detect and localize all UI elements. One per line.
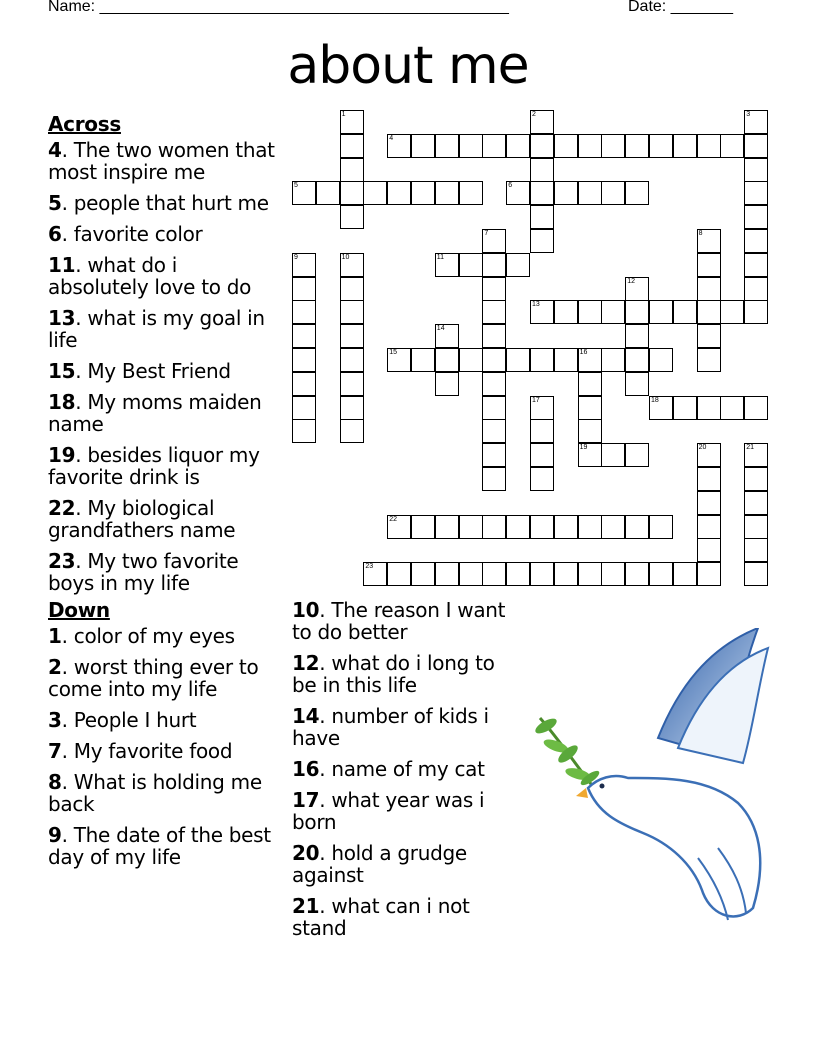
crossword-cell[interactable]	[482, 300, 506, 324]
cell-number: 5	[294, 182, 298, 190]
crossword-cell[interactable]	[530, 396, 554, 420]
crossword-cell[interactable]	[435, 253, 459, 277]
crossword-cell[interactable]	[363, 181, 387, 205]
crossword-cell[interactable]	[578, 443, 602, 467]
clue-text: The date of the best day of my life	[48, 823, 271, 869]
clue-number: 20	[292, 841, 320, 865]
clue-item: 1. color of my eyes	[48, 624, 235, 648]
cell-number: 22	[389, 515, 397, 523]
date-field-label: Date: _______	[628, 0, 733, 15]
crossword-cell[interactable]	[744, 134, 768, 158]
crossword-cell[interactable]	[697, 396, 721, 420]
crossword-cell[interactable]	[482, 396, 506, 420]
crossword-cell[interactable]	[697, 134, 721, 158]
clue-item: 4. The two women that most inspire me	[48, 138, 275, 184]
crossword-cell[interactable]	[720, 134, 744, 158]
clue-item: 11. what do i absolutely love to do	[48, 253, 252, 299]
crossword-cell[interactable]	[578, 348, 602, 372]
crossword-cell[interactable]	[387, 562, 411, 586]
crossword-cell[interactable]	[601, 443, 625, 467]
clue-text: The two women that most inspire me	[48, 138, 275, 184]
crossword-cell[interactable]	[625, 300, 649, 324]
clue-text: favorite color	[67, 222, 203, 246]
crossword-cell[interactable]	[459, 181, 483, 205]
crossword-cell[interactable]	[530, 134, 554, 158]
crossword-cell[interactable]	[340, 372, 364, 396]
crossword-cell[interactable]	[292, 181, 316, 205]
crossword-cell[interactable]	[292, 419, 316, 443]
clue-text: what do i long to be in this life	[292, 651, 495, 697]
cell-number: 16	[579, 349, 588, 356]
crossword-cell[interactable]	[697, 538, 721, 562]
cell-number: 1	[341, 111, 346, 118]
crossword-cell[interactable]	[435, 515, 459, 539]
crossword-cell[interactable]	[649, 134, 673, 158]
crossword-cell[interactable]	[482, 348, 506, 372]
page-title: about me	[287, 36, 529, 96]
clue-item: 5. people that hurt me	[48, 191, 269, 215]
crossword-cell[interactable]	[530, 110, 554, 134]
cell-number: 4	[389, 134, 394, 142]
crossword-cell[interactable]	[649, 396, 673, 420]
clue-number: 19	[48, 443, 76, 467]
crossword-cell[interactable]	[625, 372, 649, 396]
crossword-cell[interactable]	[482, 277, 506, 301]
cell-number: 3	[746, 111, 751, 118]
crossword-cell[interactable]	[482, 134, 506, 158]
clue-number: 2	[48, 655, 62, 679]
crossword-cell[interactable]	[578, 562, 602, 586]
crossword-cell[interactable]	[459, 348, 483, 372]
cell-number: 21	[746, 444, 754, 452]
clue-item: 6. favorite color	[48, 222, 203, 246]
crossword-cell[interactable]	[506, 515, 530, 539]
crossword-cell[interactable]	[744, 396, 768, 420]
crossword-cell[interactable]	[578, 515, 602, 539]
cell-number: 18	[651, 396, 659, 404]
crossword-cell[interactable]	[530, 158, 554, 182]
cell-number: 10	[341, 253, 350, 261]
crossword-cell[interactable]	[744, 562, 768, 586]
crossword-cell[interactable]	[340, 181, 364, 205]
clue-item: 19. besides liquor my favorite drink is	[48, 443, 260, 489]
clue-item: 13. what is my goal in life	[48, 306, 265, 352]
crossword-cell[interactable]	[601, 515, 625, 539]
clue-text: color of my eyes	[67, 624, 235, 648]
crossword-cell[interactable]	[435, 324, 459, 348]
crossword-cell[interactable]	[554, 348, 578, 372]
crossword-cell[interactable]	[625, 515, 649, 539]
crossword-cell[interactable]	[506, 348, 530, 372]
cell-number: 23	[365, 563, 374, 571]
crossword-cell[interactable]	[625, 324, 649, 348]
clue-number: 10	[292, 598, 320, 622]
crossword-cell[interactable]	[459, 253, 483, 277]
crossword-cell[interactable]	[340, 324, 364, 348]
crossword-cell[interactable]	[697, 467, 721, 491]
crossword-cell[interactable]	[673, 134, 697, 158]
clue-number: 15	[48, 359, 76, 383]
clue-number: 6	[48, 222, 62, 246]
clue-number: 23	[48, 549, 76, 573]
crossword-cell[interactable]	[578, 372, 602, 396]
crossword-cell[interactable]	[411, 181, 435, 205]
crossword-cell[interactable]	[744, 538, 768, 562]
crossword-cell[interactable]	[435, 348, 459, 372]
crossword-cell[interactable]	[601, 562, 625, 586]
crossword-cell[interactable]	[292, 253, 316, 277]
clue-number: 4	[48, 138, 62, 162]
crossword-cell[interactable]	[601, 134, 625, 158]
clue-number: 7	[48, 739, 62, 763]
name-field-label: Name: ______________________________________________	[48, 0, 509, 15]
crossword-cell[interactable]	[482, 229, 506, 253]
cell-number: 17	[532, 396, 540, 404]
clue-text: My Best Friend	[81, 359, 231, 383]
crossword-cell[interactable]	[340, 300, 364, 324]
crossword-cell[interactable]	[340, 253, 364, 277]
clue-text: what year was i born	[292, 788, 485, 834]
crossword-cell[interactable]	[292, 372, 316, 396]
crossword-cell[interactable]	[435, 181, 459, 205]
cell-number: 7	[484, 230, 489, 237]
clue-number: 22	[48, 496, 76, 520]
clue-text: My biological grandfathers name	[48, 496, 236, 542]
crossword-cell[interactable]	[292, 396, 316, 420]
crossword-cell[interactable]	[744, 205, 768, 229]
crossword-cell[interactable]	[482, 515, 506, 539]
dove-icon	[528, 628, 778, 923]
clue-number: 1	[48, 624, 62, 648]
clue-number: 13	[48, 306, 76, 330]
clue-item: 15. My Best Friend	[48, 359, 231, 383]
cell-number: 14	[436, 325, 445, 333]
crossword-cell[interactable]	[720, 396, 744, 420]
crossword-cell[interactable]	[506, 562, 530, 586]
crossword-cell[interactable]	[578, 396, 602, 420]
cell-number: 8	[698, 230, 703, 237]
crossword-cell[interactable]	[435, 134, 459, 158]
clue-number: 17	[292, 788, 320, 812]
clues-column-right	[292, 599, 522, 948]
crossword-cell[interactable]	[744, 491, 768, 515]
crossword-cell[interactable]	[340, 419, 364, 443]
crossword-cell[interactable]	[697, 253, 721, 277]
crossword-cell[interactable]	[482, 467, 506, 491]
crossword-cell[interactable]	[744, 158, 768, 182]
crossword-cell[interactable]	[697, 229, 721, 253]
crossword-cell[interactable]	[340, 348, 364, 372]
crossword-cell[interactable]	[459, 515, 483, 539]
crossword-cell[interactable]	[554, 134, 578, 158]
crossword-cell[interactable]	[697, 491, 721, 515]
clue-item: 14. number of kids i have	[292, 704, 489, 750]
clue-number: 12	[292, 651, 320, 675]
clue-item: 16. name of my cat	[292, 757, 485, 781]
crossword-cell[interactable]	[482, 419, 506, 443]
cell-number: 15	[389, 349, 397, 356]
crossword-cell[interactable]	[744, 110, 768, 134]
cell-number: 13	[532, 301, 540, 309]
crossword-cell[interactable]	[601, 348, 625, 372]
crossword-cell[interactable]	[316, 181, 340, 205]
clues-column-left	[48, 113, 280, 877]
cell-number: 19	[579, 444, 588, 452]
clue-number: 16	[292, 757, 320, 781]
crossword-cell[interactable]	[530, 562, 554, 586]
clue-item: 21. what can i not stand	[292, 894, 470, 940]
crossword-cell[interactable]	[673, 396, 697, 420]
clue-item: 2. worst thing ever to come into my life	[48, 655, 259, 701]
cell-number: 12	[627, 277, 635, 285]
crossword-cell[interactable]	[578, 300, 602, 324]
clue-text: what is my goal in life	[48, 306, 265, 352]
crossword-cell[interactable]	[601, 300, 625, 324]
clue-item: 17. what year was i born	[292, 788, 485, 834]
clue-number: 8	[48, 770, 62, 794]
clue-number: 11	[48, 253, 76, 277]
crossword-cell[interactable]	[530, 300, 554, 324]
crossword-cell[interactable]	[435, 372, 459, 396]
crossword-cell[interactable]	[673, 562, 697, 586]
clue-text: what can i not stand	[292, 894, 470, 940]
crossword-cell[interactable]	[411, 515, 435, 539]
crossword-cell[interactable]	[292, 348, 316, 372]
crossword-cell[interactable]	[554, 300, 578, 324]
crossword-cell[interactable]	[744, 443, 768, 467]
crossword-cell[interactable]	[482, 443, 506, 467]
crossword-cell[interactable]	[506, 134, 530, 158]
clue-number: 18	[48, 390, 76, 414]
crossword-cell[interactable]	[744, 467, 768, 491]
clue-item: 23. My two favorite boys in my life	[48, 549, 239, 595]
crossword-cell[interactable]	[625, 181, 649, 205]
crossword-cell[interactable]	[744, 181, 768, 205]
crossword-cell[interactable]	[697, 443, 721, 467]
clue-text: What is holding me back	[48, 770, 262, 816]
cell-number: 2	[532, 111, 536, 118]
crossword-cell[interactable]	[554, 181, 578, 205]
clue-number: 5	[48, 191, 62, 215]
clue-text: people that hurt me	[67, 191, 269, 215]
crossword-cell[interactable]	[530, 181, 554, 205]
crossword-cell[interactable]	[649, 562, 673, 586]
crossword-cell[interactable]	[530, 419, 554, 443]
crossword-cell[interactable]	[340, 277, 364, 301]
crossword-cell[interactable]	[744, 300, 768, 324]
clue-text: hold a grudge against	[292, 841, 467, 887]
crossword-cell[interactable]	[340, 396, 364, 420]
clue-text: People I hurt	[67, 708, 197, 732]
crossword-cell[interactable]	[578, 419, 602, 443]
crossword-cell[interactable]	[697, 348, 721, 372]
crossword-cell[interactable]	[649, 300, 673, 324]
clue-number: 21	[292, 894, 320, 918]
crossword-cell[interactable]	[459, 562, 483, 586]
crossword-cell[interactable]	[554, 515, 578, 539]
crossword-cell[interactable]	[482, 562, 506, 586]
crossword-cell[interactable]	[625, 562, 649, 586]
crossword-cell[interactable]	[482, 372, 506, 396]
clue-item: 3. People I hurt	[48, 708, 197, 732]
crossword-cell[interactable]	[482, 324, 506, 348]
clue-item: 10. The reason I want to do better	[292, 598, 506, 644]
crossword-cell[interactable]	[506, 181, 530, 205]
clue-text: besides liquor my favorite drink is	[48, 443, 260, 489]
crossword-cell[interactable]	[340, 134, 364, 158]
crossword-cell[interactable]	[625, 134, 649, 158]
crossword-cell[interactable]	[459, 134, 483, 158]
cell-number: 20	[698, 444, 707, 452]
crossword-cell[interactable]	[697, 324, 721, 348]
crossword-cell[interactable]	[340, 158, 364, 182]
clue-text: name of my cat	[325, 757, 485, 781]
crossword-cell[interactable]	[506, 253, 530, 277]
crossword-cell[interactable]	[387, 348, 411, 372]
clue-number: 3	[48, 708, 62, 732]
crossword-cell[interactable]	[697, 277, 721, 301]
crossword-cell[interactable]	[744, 515, 768, 539]
across-heading: Across	[48, 112, 121, 136]
crossword-cell[interactable]	[482, 253, 506, 277]
clue-text: My moms maiden name	[48, 390, 262, 436]
crossword-cell[interactable]	[530, 205, 554, 229]
crossword-cell[interactable]	[625, 348, 649, 372]
crossword-cell[interactable]	[649, 515, 673, 539]
crossword-cell[interactable]	[601, 181, 625, 205]
crossword-cell[interactable]	[744, 253, 768, 277]
clue-text: what do i absolutely love to do	[48, 253, 252, 299]
crossword-cell[interactable]	[625, 277, 649, 301]
clue-text: My two favorite boys in my life	[48, 549, 239, 595]
clue-item: 8. What is holding me back	[48, 770, 262, 816]
clue-number: 9	[48, 823, 62, 847]
clue-item: 7. My favorite food	[48, 739, 233, 763]
crossword-cell[interactable]	[340, 110, 364, 134]
clue-text: worst thing ever to come into my life	[48, 655, 259, 701]
crossword-cell[interactable]	[411, 562, 435, 586]
cell-number: 9	[294, 253, 298, 261]
crossword-cell[interactable]	[744, 277, 768, 301]
crossword-cell[interactable]	[649, 348, 673, 372]
cell-number: 11	[436, 253, 445, 261]
crossword-cell[interactable]	[435, 562, 459, 586]
crossword-cell[interactable]	[697, 562, 721, 586]
clue-text: The reason I want to do better	[292, 598, 506, 644]
crossword-cell[interactable]	[387, 181, 411, 205]
crossword-cell[interactable]	[292, 277, 316, 301]
crossword-cell[interactable]	[387, 134, 411, 158]
crossword-cell[interactable]	[340, 205, 364, 229]
crossword-cell[interactable]	[554, 562, 578, 586]
crossword-cell[interactable]	[387, 515, 411, 539]
crossword-cell[interactable]	[673, 300, 697, 324]
crossword-cell[interactable]	[578, 134, 602, 158]
crossword-cell[interactable]	[530, 467, 554, 491]
crossword-cell[interactable]	[363, 562, 387, 586]
crossword-cell[interactable]	[292, 300, 316, 324]
clue-text: My favorite food	[67, 739, 233, 763]
crossword-cell[interactable]	[411, 348, 435, 372]
crossword-cell[interactable]	[292, 324, 316, 348]
crossword-cell[interactable]	[578, 181, 602, 205]
crossword-cell[interactable]	[744, 229, 768, 253]
crossword-cell[interactable]	[530, 348, 554, 372]
crossword-cell[interactable]	[530, 443, 554, 467]
clue-item: 9. The date of the best day of my life	[48, 823, 271, 869]
clue-item: 20. hold a grudge against	[292, 841, 467, 887]
clue-item: 12. what do i long to be in this life	[292, 651, 495, 697]
crossword-cell[interactable]	[697, 515, 721, 539]
crossword-cell[interactable]	[411, 134, 435, 158]
crossword-cell[interactable]	[697, 300, 721, 324]
clue-text: number of kids i have	[292, 704, 489, 750]
clue-item: 18. My moms maiden name	[48, 390, 262, 436]
cell-number: 6	[508, 182, 513, 190]
clue-item: 22. My biological grandfathers name	[48, 496, 236, 542]
clue-number: 14	[292, 704, 320, 728]
crossword-cell[interactable]	[530, 229, 554, 253]
crossword-cell[interactable]	[530, 515, 554, 539]
crossword-cell[interactable]	[625, 443, 649, 467]
down-heading: Down	[48, 598, 110, 622]
crossword-cell[interactable]	[720, 300, 744, 324]
